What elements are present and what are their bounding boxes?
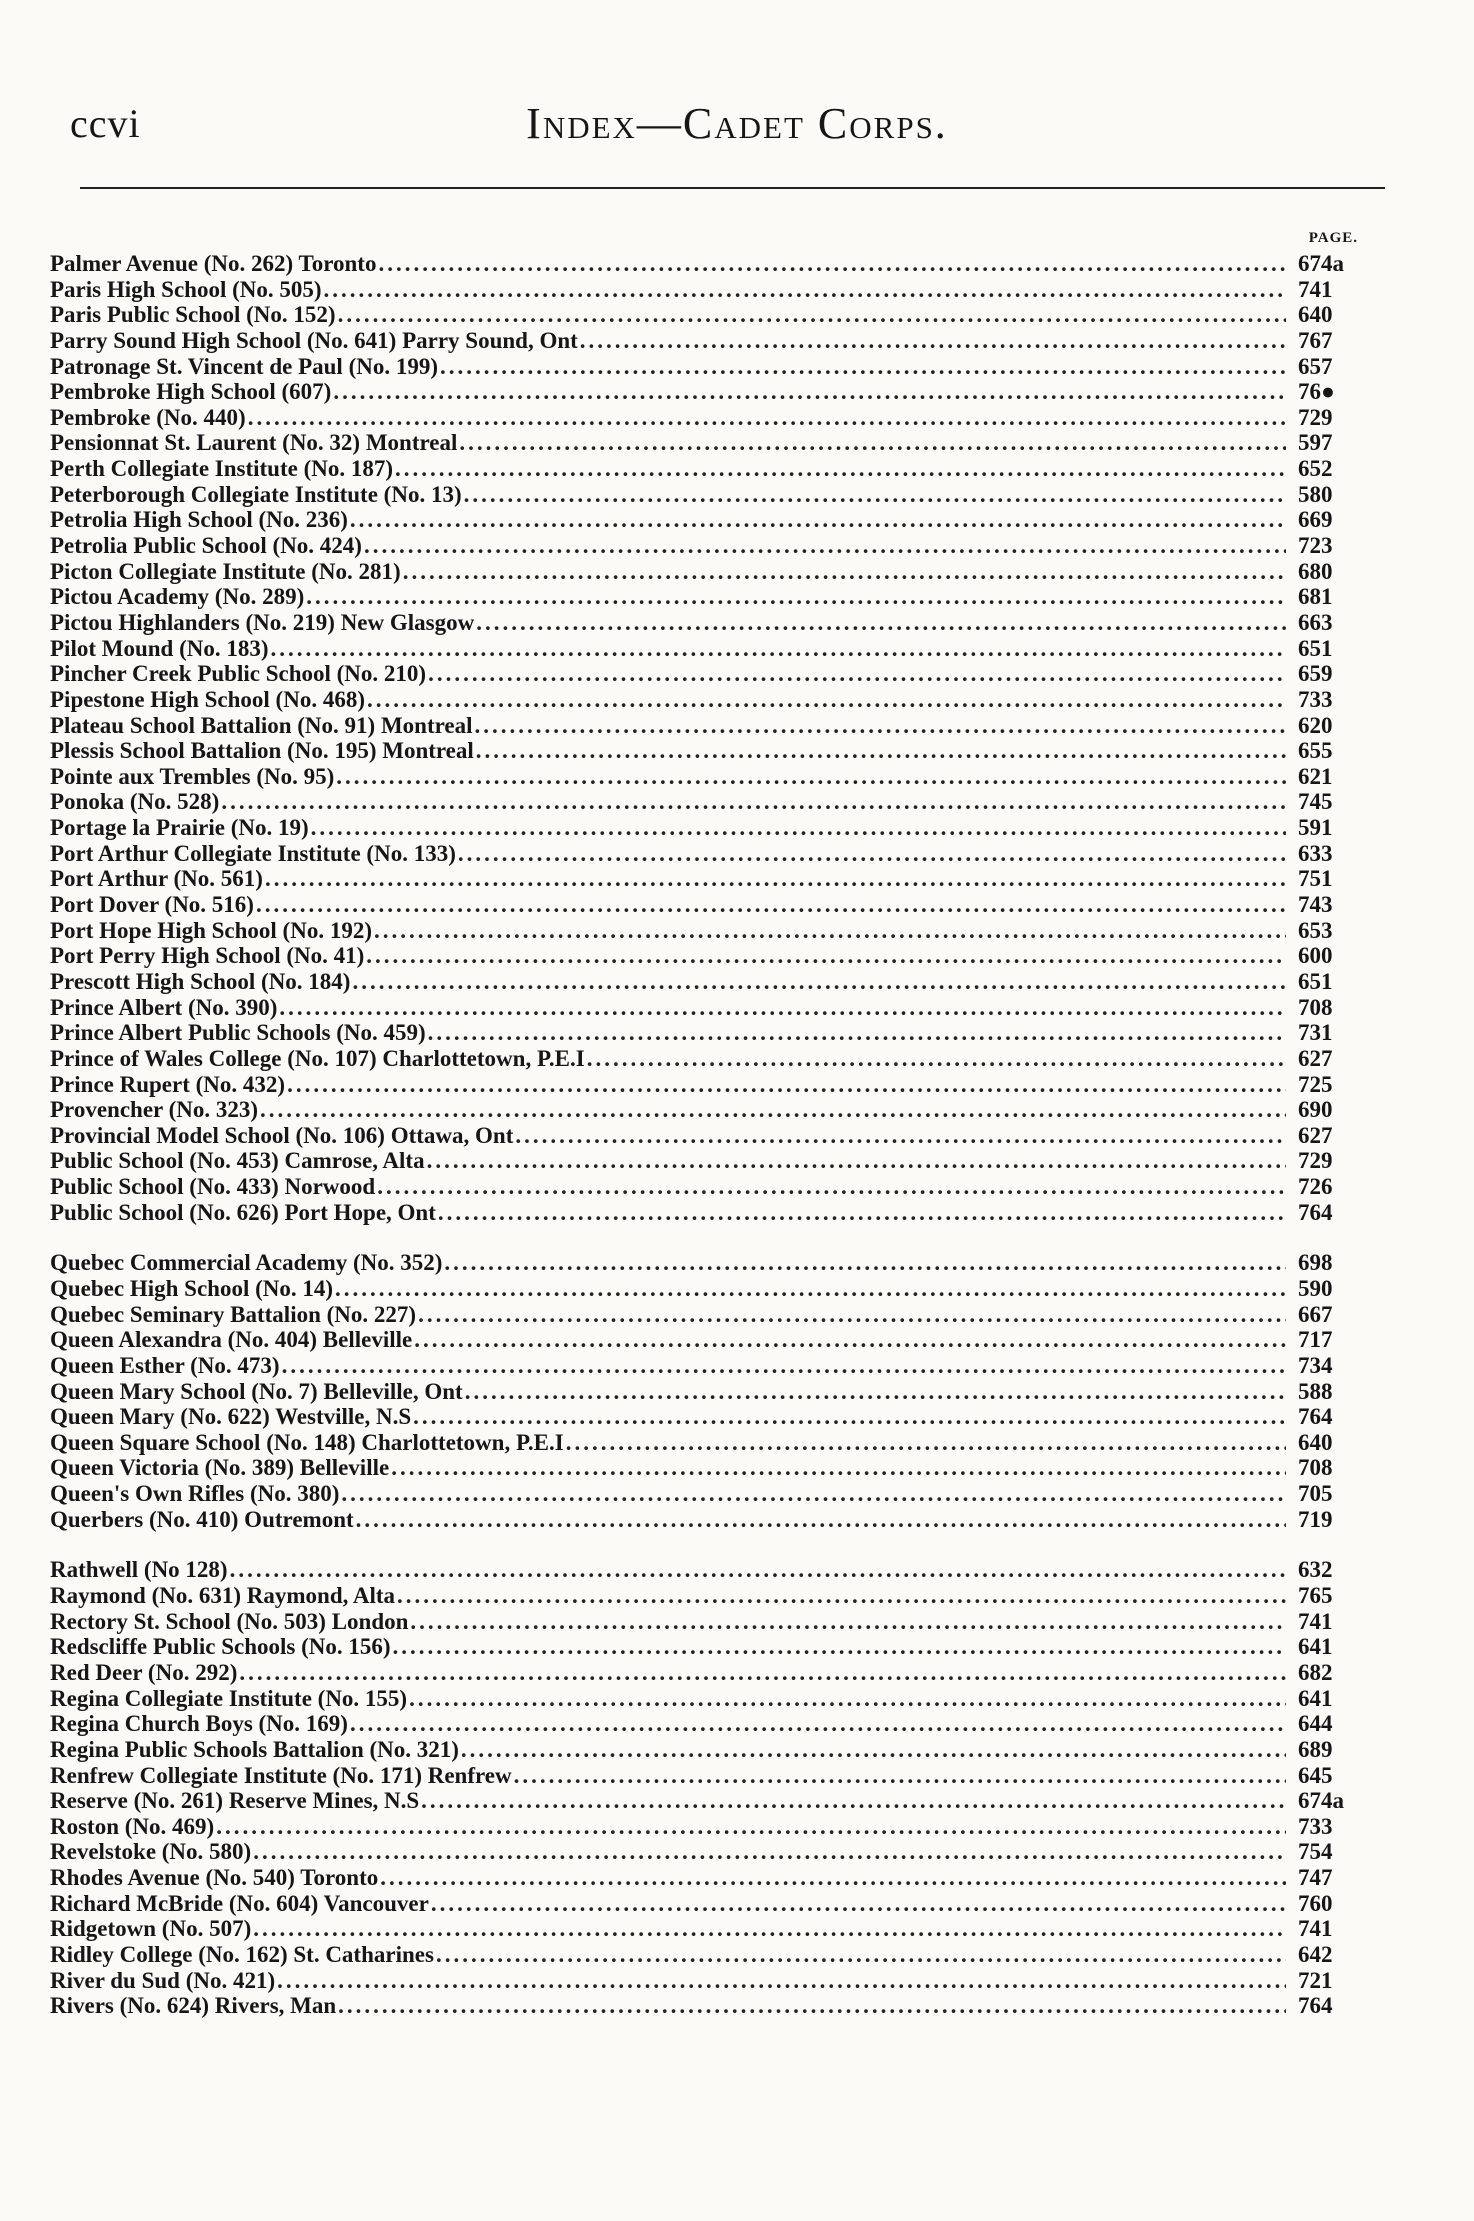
entry-name: Prescott High School (No. 184) [50,968,351,994]
index-entry [50,1583,1368,1609]
dot-leader [459,430,1286,456]
entry-name: Rathwell (No 128) [50,1557,228,1583]
dot-leader [421,1788,1286,1814]
dot-leader [282,1353,1286,1379]
entry-name: Public School (No. 433) Norwood [50,1174,376,1200]
entry-page-number: 76● [1298,379,1335,405]
dot-leader [336,764,1286,790]
dot-leader [256,892,1286,918]
entry-name: Pincher Creek Public School (No. 210) [50,661,427,687]
entry-page-number: 764 [1298,1199,1333,1225]
index-entry [50,1916,1368,1942]
entry-name: Redscliffe Public Schools (No. 156) [50,1634,391,1660]
entry-page-number: 698 [1298,1250,1333,1276]
entry-name: Ponoka (No. 528) [50,789,220,815]
index-entry [50,1686,1368,1712]
entry-page-number: 627 [1298,1122,1333,1148]
entry-name: Richard McBride (No. 604) Vancouver [50,1890,429,1916]
index-entry [50,969,1368,995]
entry-name: Port Dover (No. 516) [50,892,254,918]
dot-leader [476,610,1286,636]
index-entry [50,354,1368,380]
entry-name: Petrolia High School (No. 236) [50,507,348,533]
entry-page-number: 747 [1298,1865,1333,1891]
index-entry [50,1020,1368,1046]
index-entry [50,533,1368,559]
entry-page-number: 644 [1298,1711,1333,1737]
entry-page-number: 597 [1298,430,1333,456]
entry-name: Prince Rupert (No. 432) [50,1071,286,1097]
entry-name: Parry Sound High School (No. 641) Parry Sound, Ont [50,327,578,353]
page-column-label: PAGE. [1308,230,1358,246]
index-entry [50,995,1368,1021]
index-entry [50,661,1368,687]
entry-name: Rivers (No. 624) Rivers, Man [50,1993,337,2019]
entry-name: Port Arthur (No. 561) [50,866,263,892]
entry-name: Patronage St. Vincent de Paul (No. 199) [50,353,439,379]
header-rule [80,187,1385,189]
entry-page-number: 657 [1298,353,1333,379]
entry-page-number: 591 [1298,815,1333,841]
entry-name: Queen Square School (No. 148) Charlottetown, P.E.I [50,1429,564,1455]
folio: ccvi [70,101,141,146]
dot-leader [397,1583,1286,1609]
index-entry [50,430,1368,456]
index-entry [50,1839,1368,1865]
index-entry [50,815,1368,841]
entry-page-number: 733 [1298,1813,1333,1839]
index-entry [50,1455,1368,1481]
entry-page-number: 674a [1298,251,1344,276]
index-entry [50,1634,1368,1660]
dot-leader [461,1737,1286,1763]
entry-name: Queen Mary (No. 622) Westville, N.S [50,1404,412,1430]
index-entry [50,918,1368,944]
index-entry [50,866,1368,892]
entry-page-number: 620 [1298,712,1333,738]
entry-page-number: 645 [1298,1762,1333,1788]
entry-page-number: 733 [1298,686,1333,712]
dot-leader [403,559,1286,585]
index-entry [50,687,1368,713]
entry-name: Regina Church Boys (No. 169) [50,1711,348,1737]
entry-page-number: 669 [1298,507,1333,533]
entry-name: Queen Mary School (No. 7) Belleville, Ont [50,1378,463,1404]
index-entry [50,1993,1368,2019]
entry-page-number: 667 [1298,1301,1333,1327]
entry-name: Revelstoke (No. 580) [50,1839,252,1865]
index-entry [50,1276,1368,1302]
entry-name: Perth Collegiate Institute (No. 187) [50,456,394,482]
dot-leader [431,1891,1286,1917]
dot-leader [380,1865,1286,1891]
dot-leader [377,1174,1286,1200]
entry-page-number: 633 [1298,840,1333,866]
index-entry [50,1353,1368,1379]
entry-name: Rhodes Avenue (No. 540) Toronto [50,1865,379,1891]
dot-leader [566,1430,1286,1456]
entry-name: Pictou Academy (No. 289) [50,584,305,610]
entry-name: Portage la Prairie (No. 19) [50,815,309,841]
index-entry [50,764,1368,790]
entry-name: Pictou Highlanders (No. 219) New Glasgow [50,609,475,635]
entry-name: Prince Albert (No. 390) [50,994,278,1020]
page-title: Index—Cadet Corps. [526,99,948,148]
index-entry [50,1507,1368,1533]
index-entry [50,610,1368,636]
dot-leader [338,1993,1286,2019]
index-entry [50,1404,1368,1430]
entry-name: Querbers (No. 410) Outremont [50,1506,354,1532]
dot-leader [465,1379,1286,1405]
index-entry [50,892,1368,918]
dot-leader [230,1557,1286,1583]
index-entry [50,713,1368,739]
entry-name: Ridley College (No. 162) St. Catharines [50,1942,434,1967]
index-entry [50,1711,1368,1737]
dot-leader [265,866,1286,892]
entry-page-number: 719 [1298,1506,1333,1532]
entry-page-number: 731 [1298,1020,1333,1046]
dot-leader [366,943,1286,969]
dot-leader [428,661,1286,687]
index-entry [50,1200,1368,1226]
index-entry [50,1379,1368,1405]
dot-leader [239,1660,1286,1686]
entry-page-number: 741 [1298,1916,1333,1942]
entry-page-number: 627 [1298,1045,1333,1071]
entry-name: Pointe aux Trembles (No. 95) [50,763,335,789]
entry-page-number: 659 [1298,661,1333,687]
dot-leader [260,1097,1286,1123]
entry-name: Port Perry High School (No. 41) [50,943,365,969]
dot-leader [221,789,1286,815]
entry-name: Public School (No. 626) Port Hope, Ont [50,1199,436,1225]
dot-leader [410,1609,1286,1635]
dot-leader [364,533,1286,559]
index-entry [50,943,1368,969]
entry-name: Quebec High School (No. 14) [50,1275,334,1301]
entry-name: Pembroke High School (607) [50,379,332,405]
dot-leader [352,969,1286,995]
dot-leader [350,1711,1286,1737]
entry-name: Paris High School (No. 505) [50,276,322,302]
dot-leader [277,1968,1286,1994]
entry-page-number: 640 [1298,302,1333,328]
index-entry [50,1430,1368,1456]
entry-page-number: 741 [1298,1608,1333,1634]
index-entry [50,1046,1368,1072]
index-entry [50,1302,1368,1328]
dot-leader [287,1072,1286,1098]
entry-name: Pensionnat St. Laurent (No. 32) Montreal [50,430,458,456]
entry-page-number: 765 [1298,1583,1333,1609]
entry-name: Pipestone High School (No. 468) [50,686,365,712]
entry-name: Public School (No. 453) Camrose, Alta [50,1148,425,1174]
entry-name: Peterborough Collegiate Institute (No. 13) [50,481,462,507]
entry-name: Prince of Wales College (No. 107) Charlottetown, P.E.I [50,1045,585,1071]
dot-leader [338,302,1286,328]
entry-name: Picton Collegiate Institute (No. 281) [50,558,401,584]
index-entry [50,277,1368,303]
index-entry [50,379,1368,405]
entry-page-number: 652 [1298,456,1333,482]
dot-leader [436,1942,1286,1968]
entry-page-number: 674a [1298,1788,1344,1814]
entry-page-number: 754 [1298,1839,1333,1865]
index-entry [50,1148,1368,1174]
dot-leader [475,713,1287,739]
entry-page-number: 764 [1298,1404,1333,1430]
entry-name: Raymond (No. 631) Raymond, Alta [50,1583,396,1609]
entry-name: Plateau School Battalion (No. 91) Montreal [50,712,473,738]
entry-name: Petrolia Public School (No. 424) [50,533,362,559]
dot-leader [515,1123,1286,1149]
entry-page-number: 632 [1298,1557,1333,1583]
entry-page-number: 663 [1298,609,1333,635]
dot-leader [333,379,1286,405]
entry-page-number: 764 [1298,1993,1333,2019]
index-entry [50,789,1368,815]
index-entry [50,507,1368,533]
index-entry [50,841,1368,867]
entry-name: Reserve (No. 261) Reserve Mines, N.S [50,1788,420,1814]
dot-leader [413,1404,1286,1430]
entry-page-number: 708 [1298,994,1333,1020]
entry-page-number: 767 [1298,327,1333,353]
entry-page-number: 721 [1298,1967,1333,1993]
entry-name: Queen Alexandra (No. 404) Belleville [50,1327,413,1353]
index-entry [50,559,1368,585]
entry-page-number: 642 [1298,1942,1333,1967]
entry-name: Pembroke (No. 440) [50,404,246,430]
dot-leader [374,918,1286,944]
entry-page-number: 690 [1298,1097,1333,1123]
index-entry [50,1327,1368,1353]
index-list [50,251,1368,2019]
entry-name: Roston (No. 469) [50,1813,215,1839]
entry-name: Port Arthur Collegiate Institute (No. 133) [50,840,456,866]
dot-leader [335,1276,1286,1302]
dot-leader [414,1327,1286,1353]
dot-leader [367,687,1286,713]
entry-page-number: 681 [1298,584,1333,610]
dot-leader [253,1839,1286,1865]
dot-leader [580,328,1286,354]
dot-leader [438,1200,1286,1226]
entry-name: Paris Public School (No. 152) [50,302,336,328]
entry-page-number: 760 [1298,1890,1333,1916]
entry-page-number: 653 [1298,917,1333,943]
index-entry [50,456,1368,482]
entry-page-number: 641 [1298,1685,1333,1711]
entry-name: Queen Esther (No. 473) [50,1352,280,1378]
entry-page-number: 580 [1298,481,1333,507]
dot-leader [271,636,1287,662]
entry-name: Queen's Own Rifles (No. 380) [50,1481,340,1507]
dot-leader [514,1763,1286,1789]
dot-leader [476,738,1286,764]
entry-page-number: 640 [1298,1429,1333,1455]
entry-page-number: 729 [1298,404,1333,430]
entry-name: Regina Public Schools Battalion (No. 321) [50,1736,459,1762]
entry-page-number: 729 [1298,1148,1333,1174]
entry-page-number: 588 [1298,1378,1333,1404]
index-entry [50,1814,1368,1840]
dot-leader [391,1455,1286,1481]
index-entry [50,1097,1368,1123]
entry-page-number: 621 [1298,763,1333,789]
index-group [50,1557,1368,2019]
entry-page-number: 751 [1298,866,1333,892]
index-entry [50,1660,1368,1686]
dot-leader [458,841,1286,867]
dot-leader [324,277,1286,303]
entry-name: Plessis School Battalion (No. 195) Montreal [50,738,474,764]
dot-leader [341,1481,1286,1507]
entry-page-number: 741 [1298,276,1333,302]
dot-leader [279,995,1286,1021]
dot-leader [440,354,1286,380]
index-entry [50,1250,1368,1276]
index-entry [50,1737,1368,1763]
dot-leader [395,456,1286,482]
index-entry [50,405,1368,431]
index-entry [50,1865,1368,1891]
index-entry [50,482,1368,508]
entry-page-number: 682 [1298,1659,1333,1685]
dot-leader [216,1814,1286,1840]
entry-page-number: 705 [1298,1481,1333,1507]
index-entry [50,1072,1368,1098]
dot-leader [418,1302,1286,1328]
entry-name: Provincial Model School (No. 106) Ottawa, Ont [50,1122,514,1148]
entry-page-number: 651 [1298,635,1333,661]
entry-page-number: 745 [1298,789,1333,815]
index-entry [50,1891,1368,1917]
index-group [50,251,1368,1225]
entry-name: Prince Albert Public Schools (No. 459) [50,1020,426,1046]
entry-name: Quebec Commercial Academy (No. 352) [50,1250,443,1276]
dot-leader [428,1020,1286,1046]
index-entry [50,738,1368,764]
index-group [50,1250,1368,1532]
entry-page-number: 726 [1298,1174,1333,1200]
index-entry [50,584,1368,610]
entry-name: Pilot Mound (No. 183) [50,635,269,661]
index-entry [50,1481,1368,1507]
dot-leader [587,1046,1286,1072]
entry-page-number: 641 [1298,1634,1333,1660]
entry-page-number: 708 [1298,1455,1333,1481]
index-entry [50,251,1368,277]
dot-leader [444,1250,1286,1276]
dot-leader [350,507,1286,533]
entry-page-number: 734 [1298,1352,1333,1378]
index-entry [50,1788,1368,1814]
entry-name: Regina Collegiate Institute (No. 155) [50,1685,408,1711]
entry-page-number: 723 [1298,533,1333,559]
entry-page-number: 743 [1298,892,1333,918]
index-entry [50,1174,1368,1200]
index-entry [50,636,1368,662]
dot-leader [306,584,1286,610]
entry-page-number: 651 [1298,968,1333,994]
dot-leader [356,1507,1286,1533]
entry-page-number: 689 [1298,1736,1333,1762]
dot-leader [378,251,1286,277]
index-entry [50,1123,1368,1149]
entry-name: Rectory St. School (No. 503) London [50,1608,409,1634]
entry-page-number: 600 [1298,943,1333,969]
index-entry [50,302,1368,328]
entry-name: Palmer Avenue (No. 262) Toronto [50,251,377,276]
index-entry [50,1968,1368,1994]
entry-page-number: 655 [1298,738,1333,764]
entry-name: Renfrew Collegiate Institute (No. 171) Renfrew [50,1762,512,1788]
index-entry [50,1609,1368,1635]
index-entry [50,1942,1368,1968]
entry-page-number: 590 [1298,1275,1333,1301]
index-entry [50,1763,1368,1789]
entry-page-number: 717 [1298,1327,1333,1353]
dot-leader [393,1634,1286,1660]
entry-name: River du Sud (No. 421) [50,1967,276,1993]
dot-leader [409,1686,1286,1712]
index-entry [50,328,1368,354]
entry-page-number: 680 [1298,558,1333,584]
entry-name: Port Hope High School (No. 192) [50,917,372,943]
entry-name: Quebec Seminary Battalion (No. 227) [50,1301,417,1327]
entry-name: Queen Victoria (No. 389) Belleville [50,1455,390,1481]
dot-leader [311,815,1286,841]
dot-leader [248,405,1286,431]
dot-leader [464,482,1286,508]
dot-leader [253,1916,1286,1942]
index-entry [50,1557,1368,1583]
entry-name: Provencher (No. 323) [50,1097,259,1123]
entry-page-number: 725 [1298,1071,1333,1097]
entry-name: Red Deer (No. 292) [50,1659,238,1685]
entry-name: Ridgetown (No. 507) [50,1916,252,1942]
dot-leader [427,1148,1286,1174]
